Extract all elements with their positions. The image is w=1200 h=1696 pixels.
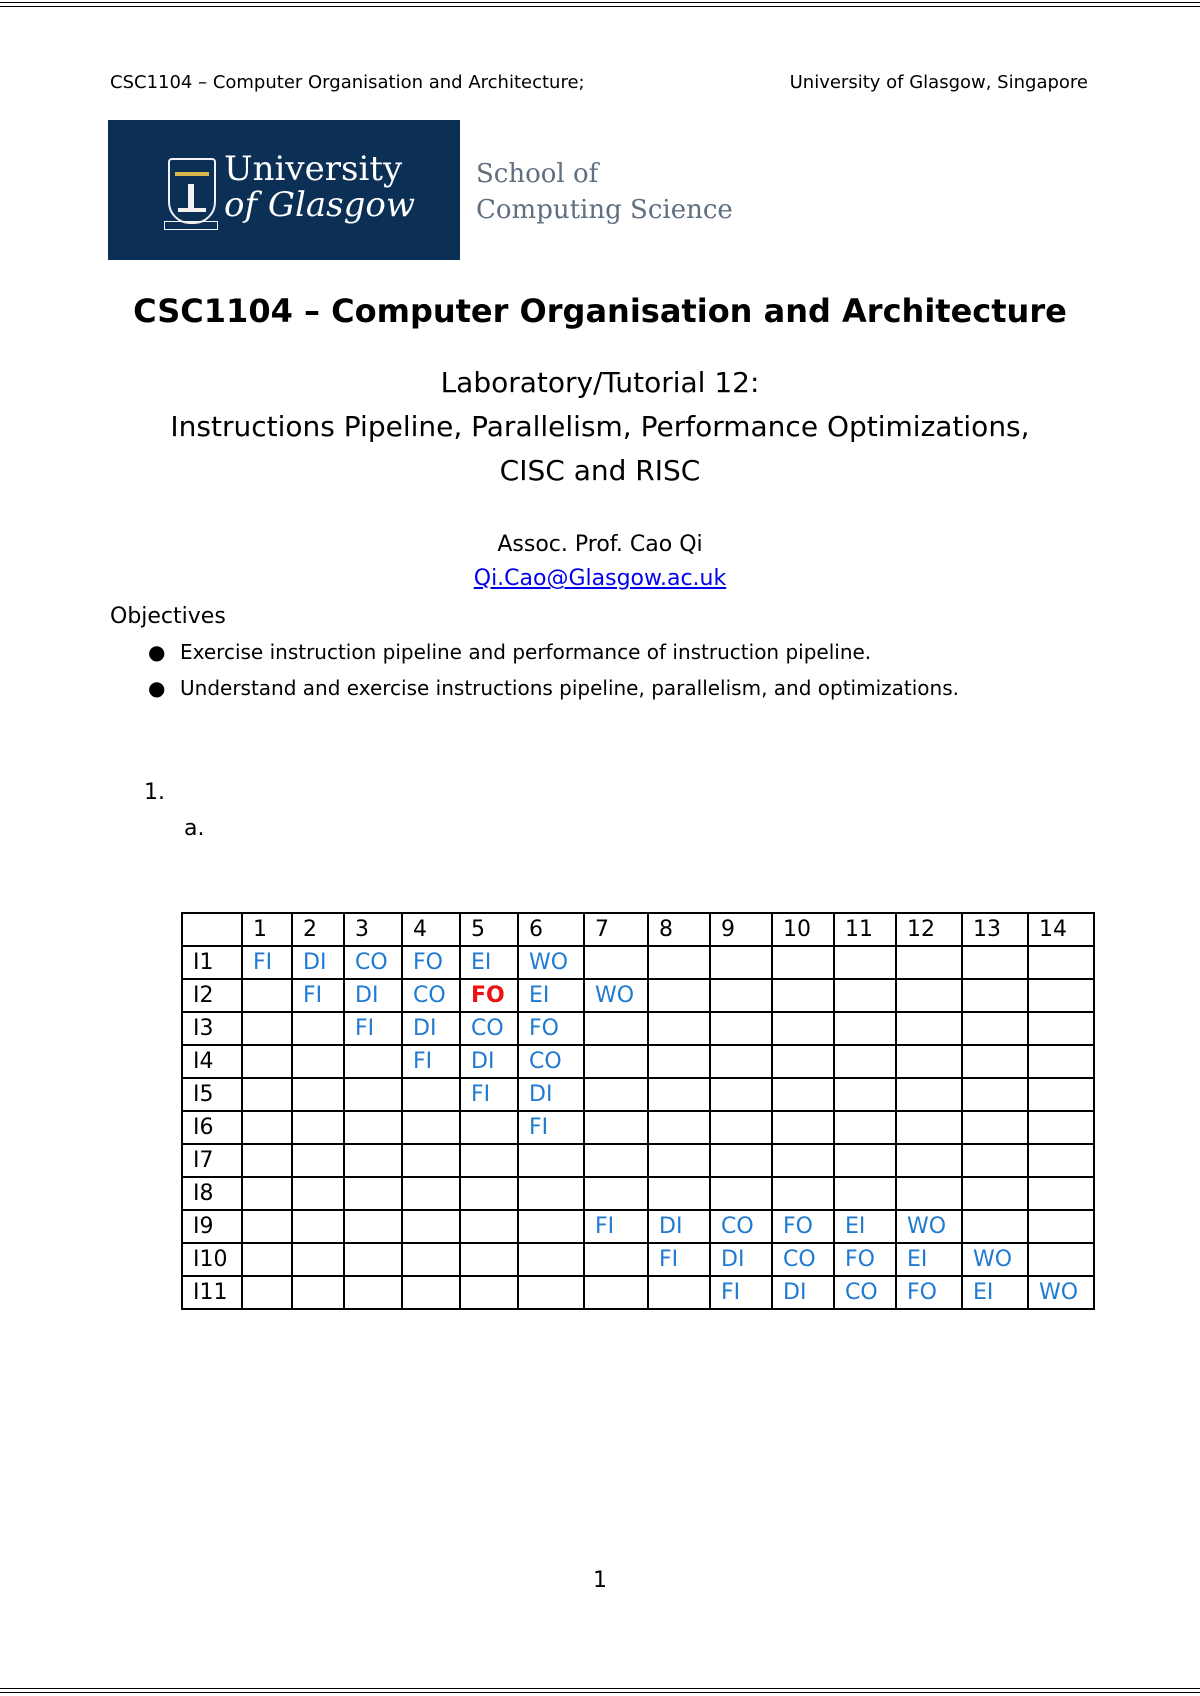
logo-text-university: University (224, 149, 403, 189)
stage-cell (402, 1276, 460, 1309)
author-email-link[interactable]: Qi.Cao@Glasgow.ac.uk (473, 566, 727, 591)
stage-cell (896, 1078, 962, 1111)
subtitle-line-2: Instructions Pipeline, Parallelism, Performance Optimizations, (170, 410, 1030, 443)
stage-cell (344, 1210, 402, 1243)
stage-cell (1028, 1012, 1094, 1045)
table-row (182, 979, 1094, 1012)
stage-cell: FO (896, 1276, 962, 1309)
stage-cell (242, 1078, 292, 1111)
column-header: 5 (460, 913, 518, 946)
stage-cell (584, 1012, 648, 1045)
stage-cell (834, 979, 896, 1012)
table-row (182, 1276, 1094, 1309)
stage-cell (772, 1045, 834, 1078)
stage-cell (772, 1078, 834, 1111)
stage-cell: DI (518, 1078, 584, 1111)
row-label: I5 (182, 1078, 242, 1111)
stage-cell: EI (962, 1276, 1028, 1309)
running-header-right: University of Glasgow, Singapore (789, 72, 1088, 93)
table-row (182, 1045, 1094, 1078)
stage-cell (344, 1177, 402, 1210)
stage-cell: DI (772, 1276, 834, 1309)
stage-cell: DI (402, 1012, 460, 1045)
stage-cell (772, 1012, 834, 1045)
stage-cell: CO (402, 979, 460, 1012)
column-header: 8 (648, 913, 710, 946)
column-header: 1 (242, 913, 292, 946)
row-label: I10 (182, 1243, 242, 1276)
stage-cell (962, 1078, 1028, 1111)
stage-cell (896, 1144, 962, 1177)
stage-cell (402, 1111, 460, 1144)
stage-cell: WO (584, 979, 648, 1012)
top-border-inner (0, 6, 1200, 7)
stage-cell (518, 1243, 584, 1276)
stage-cell: DI (648, 1210, 710, 1243)
stage-cell (648, 1111, 710, 1144)
column-header: 6 (518, 913, 584, 946)
row-label: I7 (182, 1144, 242, 1177)
stage-cell (242, 1111, 292, 1144)
column-header: 11 (834, 913, 896, 946)
stage-cell (292, 1210, 344, 1243)
row-label: I2 (182, 979, 242, 1012)
stage-cell (834, 1045, 896, 1078)
stage-cell (710, 979, 772, 1012)
stage-cell (834, 1144, 896, 1177)
pipeline-table (181, 912, 1095, 1310)
stage-cell: FI (402, 1045, 460, 1078)
stage-cell (584, 1276, 648, 1309)
stage-cell: DI (292, 946, 344, 979)
stage-cell: CO (772, 1243, 834, 1276)
objective-text: Exercise instruction pipeline and performance of instruction pipeline. (180, 640, 872, 664)
table-row (182, 1078, 1094, 1111)
stage-cell (1028, 1210, 1094, 1243)
stage-cell (834, 1078, 896, 1111)
stage-cell (962, 1210, 1028, 1243)
top-border (0, 2, 1200, 3)
stage-cell (460, 1144, 518, 1177)
stage-cell (648, 1144, 710, 1177)
stage-cell (962, 946, 1028, 979)
stage-cell (772, 1111, 834, 1144)
stage-cell (896, 1012, 962, 1045)
stage-cell (518, 1177, 584, 1210)
stage-cell (584, 1177, 648, 1210)
column-header: 10 (772, 913, 834, 946)
stage-cell (402, 1210, 460, 1243)
stage-cell: FI (648, 1243, 710, 1276)
stage-cell (402, 1078, 460, 1111)
stage-cell (242, 1177, 292, 1210)
stage-cell: FO (834, 1243, 896, 1276)
stage-cell (1028, 979, 1094, 1012)
document-title: CSC1104 – Computer Organisation and Architecture (133, 292, 1067, 330)
row-label: I3 (182, 1012, 242, 1045)
stage-cell (292, 1177, 344, 1210)
page-number: 1 (593, 1568, 607, 1593)
stage-cell (344, 1078, 402, 1111)
stage-cell (962, 1012, 1028, 1045)
stage-cell (962, 1111, 1028, 1144)
column-header: 14 (1028, 913, 1094, 946)
stage-cell: EI (896, 1243, 962, 1276)
question-part: a. (184, 816, 205, 841)
stage-cell (518, 1276, 584, 1309)
column-header: 7 (584, 913, 648, 946)
table-header-row (182, 913, 1094, 946)
stage-cell (962, 1144, 1028, 1177)
row-label: I4 (182, 1045, 242, 1078)
stage-cell (710, 1144, 772, 1177)
author-name: Assoc. Prof. Cao Qi (497, 532, 703, 557)
stage-cell (772, 1144, 834, 1177)
stage-cell (1028, 1177, 1094, 1210)
stage-cell: CO (710, 1210, 772, 1243)
stage-cell (242, 1144, 292, 1177)
stage-cell (460, 1276, 518, 1309)
stage-cell (648, 1177, 710, 1210)
stage-cell (896, 946, 962, 979)
objective-item (148, 640, 871, 664)
stage-cell (896, 1045, 962, 1078)
stage-cell (292, 1276, 344, 1309)
stage-cell (648, 946, 710, 979)
stage-cell (772, 946, 834, 979)
stage-cell (834, 1111, 896, 1144)
stage-cell: FI (344, 1012, 402, 1045)
objectives-heading: Objectives (110, 604, 226, 629)
bottom-border-inner (0, 1692, 1200, 1693)
stage-cell: FI (710, 1276, 772, 1309)
stage-cell: FI (460, 1078, 518, 1111)
stage-cell (834, 1177, 896, 1210)
stage-cell: FO (772, 1210, 834, 1243)
column-header: 2 (292, 913, 344, 946)
stage-cell (962, 979, 1028, 1012)
school-name (476, 156, 733, 228)
stage-cell (710, 1078, 772, 1111)
stage-cell (460, 1243, 518, 1276)
stage-cell: FI (518, 1111, 584, 1144)
stage-cell (460, 1177, 518, 1210)
objective-text: Understand and exercise instructions pipeline, parallelism, and optimizations. (180, 676, 959, 700)
stage-cell (1028, 1045, 1094, 1078)
stage-cell: CO (344, 946, 402, 979)
stage-cell (518, 1144, 584, 1177)
stage-cell (402, 1144, 460, 1177)
table-corner-cell (182, 913, 242, 946)
stage-cell (460, 1111, 518, 1144)
stage-cell (772, 1177, 834, 1210)
stage-cell (584, 1144, 648, 1177)
stage-cell (584, 1045, 648, 1078)
column-header: 3 (344, 913, 402, 946)
stage-cell: CO (834, 1276, 896, 1309)
stage-cell (1028, 946, 1094, 979)
stage-cell: WO (1028, 1276, 1094, 1309)
stage-cell (834, 1012, 896, 1045)
subtitle-line-3: CISC and RISC (499, 454, 701, 487)
table-row (182, 1210, 1094, 1243)
stage-cell (896, 1177, 962, 1210)
bottom-border (0, 1688, 1200, 1689)
university-logo (108, 120, 460, 260)
stage-cell (962, 1177, 1028, 1210)
stage-cell: WO (896, 1210, 962, 1243)
row-label: I6 (182, 1111, 242, 1144)
stage-cell (584, 1243, 648, 1276)
crest-icon (168, 158, 216, 224)
table-row (182, 1243, 1094, 1276)
running-header-left: CSC1104 – Computer Organisation and Architecture; (110, 72, 585, 93)
stage-cell: DI (460, 1045, 518, 1078)
stage-cell (344, 1111, 402, 1144)
stage-cell (518, 1210, 584, 1243)
stage-cell (648, 1012, 710, 1045)
stage-cell (292, 1012, 344, 1045)
stage-cell (292, 1144, 344, 1177)
stage-cell (242, 1243, 292, 1276)
stage-cell: FI (292, 979, 344, 1012)
table-row (182, 1111, 1094, 1144)
stage-cell (772, 979, 834, 1012)
objective-item (148, 676, 959, 700)
stage-cell (242, 1012, 292, 1045)
stage-cell (344, 1045, 402, 1078)
subtitle-line-1: Laboratory/Tutorial 12: (440, 366, 760, 399)
stage-cell (344, 1144, 402, 1177)
stage-cell (834, 946, 896, 979)
stage-cell (242, 1210, 292, 1243)
row-label: I11 (182, 1276, 242, 1309)
stage-cell (710, 1045, 772, 1078)
stage-cell (460, 1210, 518, 1243)
stage-cell (710, 946, 772, 979)
stage-cell (1028, 1111, 1094, 1144)
stage-cell (710, 1177, 772, 1210)
stage-cell (584, 946, 648, 979)
logo-text-glasgow: of Glasgow (224, 185, 415, 225)
stage-cell (648, 979, 710, 1012)
stage-cell (710, 1111, 772, 1144)
stage-cell (584, 1078, 648, 1111)
stage-cell (242, 979, 292, 1012)
stage-cell (648, 1045, 710, 1078)
stage-cell (648, 1276, 710, 1309)
stage-cell (1028, 1243, 1094, 1276)
stage-cell (710, 1012, 772, 1045)
row-label: I1 (182, 946, 242, 979)
stage-cell (402, 1177, 460, 1210)
stage-cell (292, 1111, 344, 1144)
stage-cell: FI (242, 946, 292, 979)
stage-cell: EI (834, 1210, 896, 1243)
table-row (182, 1144, 1094, 1177)
row-label: I8 (182, 1177, 242, 1210)
stage-cell: FI (584, 1210, 648, 1243)
school-line-1: School of (476, 159, 599, 189)
stage-cell (896, 979, 962, 1012)
row-label: I9 (182, 1210, 242, 1243)
stage-cell: EI (460, 946, 518, 979)
stage-cell (242, 1276, 292, 1309)
table-row (182, 1177, 1094, 1210)
stage-cell (584, 1111, 648, 1144)
stage-cell (292, 1045, 344, 1078)
stage-cell: FO (518, 1012, 584, 1045)
stage-cell: FO (402, 946, 460, 979)
stage-cell (242, 1045, 292, 1078)
school-line-2: Computing Science (476, 195, 733, 225)
stage-cell (962, 1045, 1028, 1078)
stage-cell (292, 1243, 344, 1276)
stage-cell (344, 1276, 402, 1309)
stage-cell: FO (460, 979, 518, 1012)
stage-cell (344, 1243, 402, 1276)
table-row (182, 946, 1094, 979)
bullet-icon: ● (148, 640, 166, 664)
stage-cell: WO (518, 946, 584, 979)
stage-cell (896, 1111, 962, 1144)
column-header: 13 (962, 913, 1028, 946)
stage-cell: DI (344, 979, 402, 1012)
stage-cell: CO (518, 1045, 584, 1078)
column-header: 4 (402, 913, 460, 946)
stage-cell (1028, 1144, 1094, 1177)
stage-cell (1028, 1078, 1094, 1111)
stage-cell: WO (962, 1243, 1028, 1276)
table-row (182, 1012, 1094, 1045)
stage-cell (402, 1243, 460, 1276)
crest-ribbon (164, 221, 218, 230)
column-header: 12 (896, 913, 962, 946)
column-header: 9 (710, 913, 772, 946)
bullet-icon: ● (148, 676, 166, 700)
question-number: 1. (144, 780, 165, 805)
stage-cell: EI (518, 979, 584, 1012)
stage-cell: CO (460, 1012, 518, 1045)
stage-cell (292, 1078, 344, 1111)
stage-cell (648, 1078, 710, 1111)
stage-cell: DI (710, 1243, 772, 1276)
